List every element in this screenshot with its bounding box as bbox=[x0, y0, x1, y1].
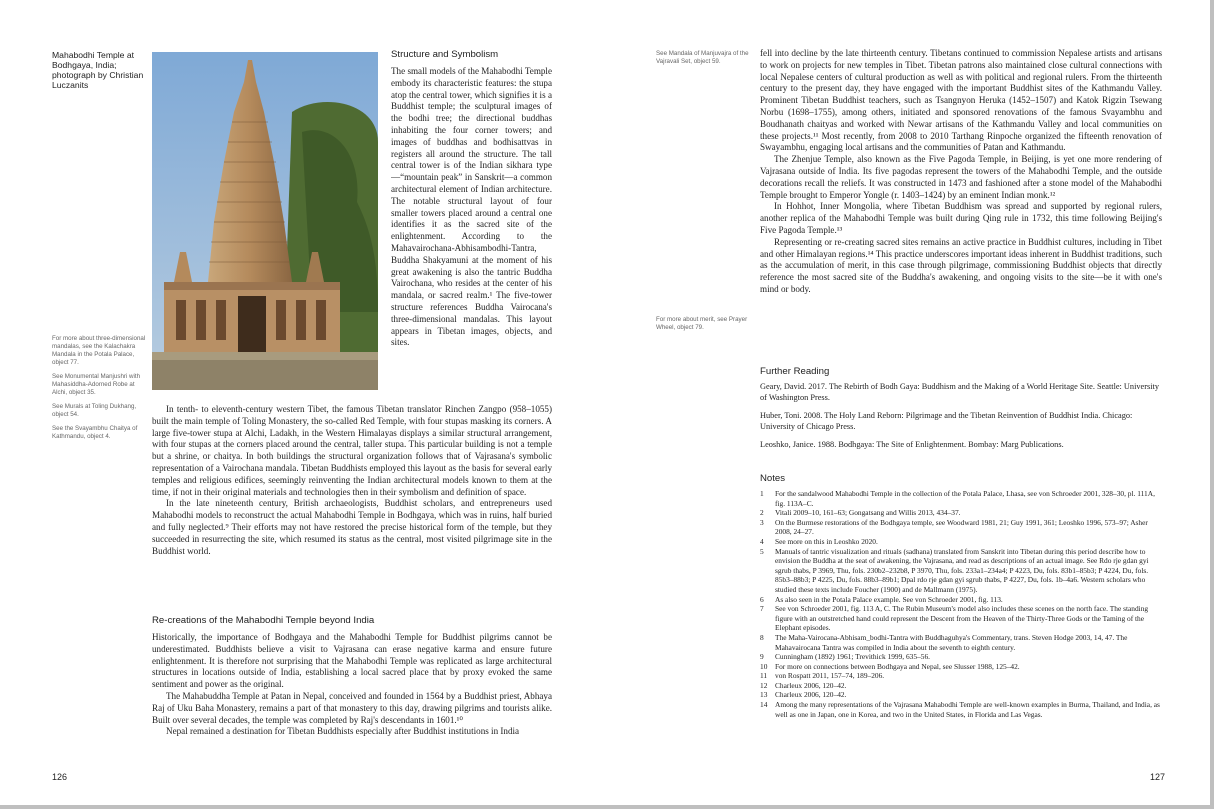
page-number-right: 127 bbox=[1150, 772, 1166, 782]
note-text: Charleux 2006, 120–42. bbox=[775, 690, 847, 700]
side-note: See the Svayambhu Chaitya of Kathmandu, object 4. bbox=[52, 425, 138, 440]
note-item bbox=[760, 518, 1162, 537]
right-side-note: See Mandala of Manjuvajra of the Vajravali Set, object 59. bbox=[656, 50, 749, 65]
further-reading-list bbox=[760, 382, 1162, 459]
side-note: For more about three-dimensional mandalas, see the Kalachakra Mandala in the Potala Palace, object 77. bbox=[52, 335, 146, 366]
note-number: 5 bbox=[760, 546, 764, 556]
note-item bbox=[760, 690, 1162, 700]
note-item bbox=[760, 681, 1162, 691]
paragraph: In the late nineteenth century, British archaeologists, Buddhist scholars, and entrepreneurs used Mahabodhi models to reconstruct the actual Mahabodhi Temple in Bodhgaya, which was in ruins, half buried and fully neglected.⁹ Their efforts may not have restored the precise historical form of the temple, but they succeeded in resurrecting the site, which resumed its status as the central, most visited pilgrimage site in the Buddhist world. bbox=[152, 498, 552, 556]
note-text: von Rospatt 2011, 157–74, 189–206. bbox=[775, 671, 885, 681]
note-text: Among the many representations of the Vajrasana Mahabodhi Temple are well-known examples in Burma, Thailand, and India, as well as one in Japan, one in Korea, and two in the United States, in Florida and Las Vegas. bbox=[775, 700, 1160, 719]
notes-list bbox=[760, 489, 1162, 769]
note-item bbox=[760, 508, 1162, 518]
note-text: On the Burmese restorations of the Bodhgaya temple, see Woodward 1981, 21; Guy 1991, 361; Leoshko 1996, 573–97; Asher 2008, 24–27. bbox=[775, 517, 1148, 537]
note-item bbox=[760, 633, 1162, 652]
paragraph: The small models of the Mahabodhi Temple embody its characteristic features: the stupa atop the central tower, which signifies it is a Buddhist temple; the sculptural images of the bodhi tree; the directional buddhas inhabiting the four corner towers; and images of buddhas and bodhisattvas in registers all around the structure. The tall central tower is of the Indian sikhara type—“mountain peak” in Sanskrit—a common architectural element of Indian architecture. The notable structural layout of four smaller towers placed around a central one identifies it as the sacred site of the enlightenment. According to the Mahavairochana-Abhisambodhi-Tantra, Buddha Shakyamuni at the moment of his great awakening is also the tantric Buddha Vairochana, who resides at the center of his mandala, or sacred realm.¹ The five-tower structure references Buddha Vairocana's three-dimensional mandalas. This layout appears in Tibetan images, objects, and sites. bbox=[391, 66, 552, 348]
left-side-notes bbox=[52, 335, 148, 441]
note-number: 13 bbox=[760, 690, 768, 700]
note-text: Vitali 2009–10, 161–63; Gongatsang and Willis 2013, 434–37. bbox=[775, 508, 961, 518]
reference-item: Geary, David. 2017. The Rebirth of Bodh Gaya: Buddhism and the Making of a World Heritage Site. Seattle: University of Washington Press. bbox=[760, 382, 1159, 402]
note-text: Cunningham (1892) 1961; Trevithick 1999, 635–56. bbox=[775, 652, 930, 662]
paragraph: In Hohhot, Inner Mongolia, where Tibetan Buddhism was spread and supported by regional rulers, another replica of the Mahabodhi Temple was built during Qing rule in 1732, this time following Beijing's Five Pagoda Temple.¹³ bbox=[760, 201, 1162, 235]
section-heading-structure: Structure and Symbolism bbox=[391, 49, 499, 60]
note-number: 10 bbox=[760, 661, 768, 671]
paragraph: Representing or re-creating sacred sites remains an active practice in Buddhist cultures, including in Tibet and other Himalayan regions.¹⁴ This practice underscores important ideas inherent in Buddhist traditions, such as the accumulation of merit, in this case through pilgrimage, commissioning Buddhist objects that directly reference the most sacred site of the Buddha's awakening, and ongoing visits to the site—be it with one's mind or body. bbox=[760, 236, 1162, 294]
note-item bbox=[760, 595, 1162, 605]
note-item bbox=[760, 662, 1162, 672]
note-text: See more on this in Leoshko 2020. bbox=[775, 536, 878, 546]
note-number: 1 bbox=[760, 489, 764, 498]
page-number-left: 126 bbox=[52, 772, 68, 782]
note-number: 4 bbox=[760, 536, 764, 546]
note-text: Charleux 2006, 120–42. bbox=[775, 680, 847, 690]
paragraph: Historically, the importance of Bodhgaya and the Mahabodhi Temple for Buddhist pilgrims cannot be underestimated. Buddhists believe a visit to Vajrasana can erase negative karma and ensure future enlightenment. It is therefore not surprising that the Mahabodhi Temple was replicated as large architectural structures in locations outside of India, establishing a local sacred place that by proxy evoked the same sentiment and power as the original. bbox=[152, 632, 552, 690]
paragraph: In tenth- to eleventh-century western Tibet, the famous Tibetan translator Rinchen Zangpo (958–1055) built the main temple of Toling Monastery, the so-called Red Temple, with four stupas masking its corners. A large five-tower stupa at Alchi, Ladakh, in the Western Himalayas displays a similar structural arrangement, with four stupas at the corners placed around the central, taller stupa. This particular building is not a temple but a shrine, or chaitya. In both buildings the structural organization follows that of Vajrasana's symbolic representation of a Vairochana mandala. Tibetan Buddhists employed this layout as the basis for several early temples and religious edifices, seemingly reinventing the Indian architectural models known to them at the time, if not in their original materials and technologies then in their symbolism and definition of space. bbox=[152, 404, 552, 497]
temple-photo-graphic bbox=[152, 52, 378, 390]
note-text: As also seen in the Potala Palace example. See von Schroeder 2001, fig. 113. bbox=[775, 594, 1003, 604]
narrow-column-text bbox=[391, 66, 552, 402]
note-text: The Maha-Vairocana-Abhisam_bodhi-Tantra with Buddhaguhya's Commentary, trans. Steven Hodge 2003, 14, 47. The Mahavairocana Tantra was compiled in India about the seventh to eighth century. bbox=[775, 632, 1128, 652]
side-note: See Murals at Toling Dukhang, object 54. bbox=[52, 403, 137, 418]
note-item bbox=[760, 489, 1162, 508]
notes-heading: Notes bbox=[760, 473, 786, 484]
note-item bbox=[760, 604, 1162, 633]
paragraph: Nepal remained a destination for Tibetan Buddhists especially after Buddhist institutions in India bbox=[166, 726, 520, 737]
note-item bbox=[760, 537, 1162, 547]
note-item bbox=[760, 671, 1162, 681]
note-number: 8 bbox=[760, 632, 764, 642]
temple-photo bbox=[152, 52, 378, 390]
note-number: 11 bbox=[760, 671, 768, 681]
left-lower-column bbox=[152, 632, 552, 754]
section-heading-recreations: Re-creations of the Mahabodhi Temple beyond India bbox=[152, 615, 375, 626]
note-item bbox=[760, 700, 1162, 719]
paragraph: fell into decline by the late thirteenth century. Tibetans continued to commission Nepalese artists and artisans to work on projects for new temples in Tibet. Tibetan patrons also maintained close cultural connections with local Nepalese centers of cultural production as well as with political and regional rulers. From the thirteenth century to the present day, they have engaged with the important Buddhist sites of the Kathmandu Valley. Prominent Tibetan Buddhist teachers, such as Tsangnyon Heruka (1452–1507) and Katok Rigzin Tsewang Norbu (1698–1755), among others, initiated and sponsored renovations of the famous Svayambhu and Boudhanath chaityas and worked with Newar artisans of the Kathmandu Valley and local communities on these projects.¹¹ Most recently, from 2008 to 2010 Tarthang Rinpoche organized the fifteenth renovation of Swayambhu, engaging local artisans and the communities of Patan and Kathmandu. bbox=[760, 48, 1162, 153]
note-item bbox=[760, 547, 1162, 595]
note-number: 3 bbox=[760, 517, 764, 527]
right-main-column bbox=[760, 48, 1162, 348]
reference-item: Huber, Toni. 2008. The Holy Land Reborn: Pilgrimage and the Tibetan Reinvention of Buddhist India. Chicago: University of Chicago Press. bbox=[760, 411, 1133, 431]
paragraph: The Zhenjue Temple, also known as the Five Pagoda Temple, in Beijing, is yet one more rendering of Vajrasana outside of India. Its five pagodas represent the towers of the Mahabodhi Temple, and the outside decorations recall the reliefs. It was constructed in 1473 and fashioned after a stone model of the Mahabodhi Temple brought to Emperor Yongle (r. 1403–1424) by an eminent Indian monk.¹² bbox=[760, 154, 1162, 200]
note-number: 12 bbox=[760, 680, 768, 690]
note-number: 2 bbox=[760, 508, 764, 518]
further-reading-heading: Further Reading bbox=[760, 366, 830, 377]
note-number: 7 bbox=[760, 604, 764, 614]
note-text: Manuals of tantric visualization and rituals (sadhana) translated from Sanskrit into Tibetan during this period describe how to envision the Buddha at the seat of awakening, the Vajrasana, and read as descriptions of an actual image. See Rdo rje gdan gyi sgrub thabs, P 3969, Thu, fols. 230b2–232b8, P 3970, Thu, fols. 233a1–234a4; P 4223, Du, fols. 83b1–85b3; P 4224, Du, fols. 85b3–88b3; P 4225, Du, fols. 88b3–89b1; Dpal rdo rje gdan gyi sgrub thabs, P 4227, Du, fols. 1b–4a6. Western scholars who studied these texts include Foucher (1900) and de Mallmann (1975). bbox=[775, 546, 1149, 594]
note-text: For more on connections between Bodhgaya and Nepal, see Slusser 1988, 125–42. bbox=[775, 661, 1020, 671]
paragraph: The Mahabuddha Temple at Patan in Nepal, conceived and founded in 1564 by a Buddhist priest, Abhaya Raj of Uku Baha Monastery, remains a part of that monastery to this day, drawing pilgrims and tourists alike. Built over several decades, the temple was completed by Raj's descendants in 1601.¹⁰ bbox=[152, 690, 552, 725]
note-item bbox=[760, 652, 1162, 662]
note-text: See von Schroeder 2001, fig. 113 A, C. The Rubin Museum's model also includes these scenes on the north face. The standing figure with an outstretched hand could represent the Descent from the Heaven of the Thirty-Three Gods or the Taming of the Elephant episodes. bbox=[775, 604, 1149, 633]
left-main-column bbox=[152, 404, 552, 557]
note-number: 14 bbox=[760, 700, 768, 710]
reference-item: Leoshko, Janice. 1988. Bodhgaya: The Site of Enlightenment. Bombay: Marg Publications. bbox=[760, 440, 1064, 449]
photo-caption: Mahabodhi Temple at Bodhgaya, India; photograph by Christian Luczanits bbox=[52, 50, 144, 90]
note-number: 6 bbox=[760, 594, 764, 604]
note-text: For the sandalwood Mahabodhi Temple in the collection of the Potala Palace, Lhasa, see von Schroeder 2001, 328–30, pl. 111A, fig. 113A–C. bbox=[775, 489, 1155, 508]
right-side-note: For more about merit, see Prayer Wheel, object 79. bbox=[656, 316, 748, 331]
side-note: See Monumental Manjushri with Mahasiddha-Adorned Robe at Alchi, object 35. bbox=[52, 373, 141, 396]
note-number: 9 bbox=[760, 652, 764, 662]
